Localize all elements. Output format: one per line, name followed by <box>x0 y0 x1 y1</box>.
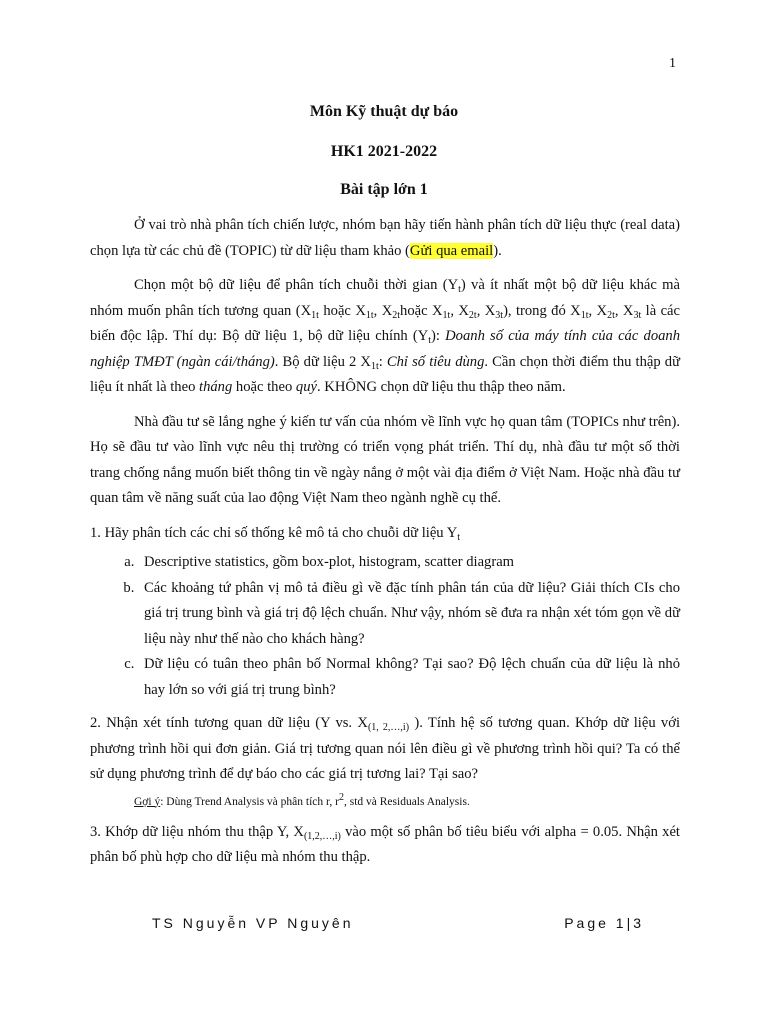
q2-sub: (1, 2,…,i) <box>367 722 410 733</box>
footer-page: Page 1|3 <box>564 915 644 931</box>
p2-x-d: X <box>458 302 469 319</box>
p2-j: . KHÔNG chọn dữ liệu thu thập theo năm. <box>316 379 566 395</box>
p2-x: X <box>355 302 366 319</box>
page-footer <box>152 915 644 931</box>
p2-or: hoặc <box>323 302 351 319</box>
email-highlight: Gửi qua email <box>409 242 494 259</box>
p2-or-b: hoặc <box>400 302 428 319</box>
hint-sup: 2 <box>338 791 344 803</box>
page-number: 1 <box>669 56 676 71</box>
p2-e: ): <box>431 328 446 344</box>
p2-i: hoặc theo <box>232 379 296 395</box>
p2-italic-quarter: quý <box>295 379 317 395</box>
p2-sub-3t-b: 3t <box>633 309 642 321</box>
p2-sub-1t-d: 1t <box>580 309 589 321</box>
p2-sub-1t-b: 1t <box>365 309 374 321</box>
q2-b: ). Tính hệ số tương quan. Khớp dữ liệu với phương trình hồi qui đơn giản. Giá trị tương quan nói lên điều gì về phương trình hồi qui? Ta có thể sử dụng phương trình để dự báo cho các giá trị tương lai? Tại sao? <box>90 715 680 782</box>
p2-sub-1t-c: 1t <box>442 309 451 321</box>
p2-sub-2t-c: 2t <box>607 309 615 321</box>
q3-b: vào một số phân bố tiêu biểu với alpha = 0.05. Nhận xét phân bố phù hợp cho dữ liệu mà nhóm thu thập. <box>90 823 680 865</box>
semester-title: HK1 2021-2022 <box>330 143 438 160</box>
list-item: c. Dữ liệu có tuân theo phân bố Normal không? Tại sao? Độ lệch chuẩn của dữ liệu là nhỏ hay lớn so với giá trị trung bình? <box>138 652 680 703</box>
p2-c: ), trong đó X <box>503 302 581 319</box>
p2-sub-3t: 3t <box>495 309 504 321</box>
footer-author: TS Nguyễn VP Nguyên <box>152 915 354 931</box>
intro-text-end: ). <box>493 242 502 259</box>
hint-label: Gợi ý <box>134 795 161 808</box>
p2-f: . Bộ dữ liệu 2 X <box>274 353 371 370</box>
list-item: a. Descriptive statistics, gồm box-plot, histogram, scatter diagram <box>138 550 680 576</box>
hint-line <box>134 790 680 814</box>
q1-sub: t <box>457 531 461 543</box>
p2-a: Chọn một bộ dữ liệu để phân tích chuỗi thời gian (Y <box>134 277 459 293</box>
p2-sub-2t: 2t <box>392 309 401 321</box>
hint-a: : Dùng Trend Analysis và phân tích r, r <box>160 795 339 808</box>
q3-a: 3. Khớp dữ liệu nhóm thu thập Y, X <box>90 823 304 840</box>
question-3 <box>90 820 680 871</box>
p2-italic-month: tháng <box>199 379 233 395</box>
list-item: b. Các khoảng tứ phân vị mô tả điều gì về đặc tính phân tán của dữ liệu? Giải thích CIs cho giá trị trung bình và giá trị độ lệch chuẩn. Như vậy, nhóm sẽ đưa ra nhận xét tóm gọn về dữ liệu này như thế nào cho khách hàng? <box>138 576 680 653</box>
p2-sub-1t: 1t <box>311 309 319 321</box>
p2-b: ) và ít nhất một bộ dữ liệu khác mà nhóm muốn phân tích tương quan (X <box>90 277 680 319</box>
p2-italic-example2: Chỉ số tiêu dùng <box>386 353 485 370</box>
p2-x-b: X <box>381 302 393 319</box>
p2-d: là các biến độc lập. Thí dụ: Bộ dữ liệu 1, bộ dữ liệu chính (Y <box>90 302 681 344</box>
p2-sub-2t-b: 2t <box>468 309 477 321</box>
question-1-list <box>90 550 680 703</box>
p2-italic-example1: Doanh số của máy tính của các doanh nghiệp TMĐT (ngàn cái/tháng) <box>90 328 681 370</box>
assignment-title: Bài tập lớn 1 <box>340 181 428 198</box>
p2-x-c: X <box>431 302 443 319</box>
hint-b: , std và Residuals Analysis. <box>343 795 470 808</box>
q2-a: 2. Nhận xét tính tương quan dữ liệu (Y vs. X <box>90 715 368 731</box>
p2-sub-t: t <box>458 284 461 295</box>
p2-sub-1t-e: 1t <box>370 360 379 372</box>
q3-sub: (1,2,…,i) <box>303 830 341 842</box>
question-2 <box>90 711 680 788</box>
p2-x-g: X <box>622 302 634 319</box>
dataset-paragraph: Chọn một bộ dữ liệu để phân tích chuỗi thời gian $(Y_t)$ và ít nhất một bộ dữ liệu khác mà nhóm muốn phân tích tương quan ($X_{1t}$ hoặc $X_{1t}$, $X_{2t}hoặc$ $X_{1t}$, $X_{2t}$, $X_{3t}$), trong đó $X_{1t}$, $X_{2t}$, $X_{3t}$ là các biến độc lập. Thí dụ: Bộ dữ liệu 1, bộ dữ liệu chính $(Y_t)$: Doanh số của máy tính của các doanh nghiệp TMĐT (ngàn cái/tháng). Bộ dữ liệu 2 $X_{1t}$: Chỉ số tiêu dùng. Cần chọn thời điểm thu thập dữ liệu ít nhất là theo tháng hoặc theo quý. KHÔNG chọn dữ liệu thu thập theo năm. <box>90 277 681 395</box>
document-body <box>90 213 680 880</box>
p2-x-f: X <box>596 302 608 319</box>
p2-g: : <box>378 353 387 370</box>
p2-sub-t-b: t <box>428 335 432 346</box>
intro-paragraph <box>90 213 680 264</box>
intro-text: Ở vai trò nhà phân tích chiến lược, nhóm bạn hãy tiến hành phân tích dữ liệu thực (real data) chọn lựa từ các chủ đề (TOPIC) từ dữ liệu tham khảo ( <box>90 217 680 259</box>
question-1 <box>90 521 680 547</box>
q1-text: 1. Hãy phân tích các chỉ số thống kê mô tả cho chuỗi dữ liệu Y <box>90 524 458 541</box>
p2-x-e: X <box>484 302 496 319</box>
p2-h: . Cần chọn thời điểm thu thập dữ liệu ít nhất là theo <box>90 353 680 395</box>
course-title: Môn Kỹ thuật dự báo <box>309 103 459 120</box>
investor-paragraph: Nhà đầu tư sẽ lắng nghe ý kiến tư vấn của nhóm về lĩnh vực họ quan tâm (TOPICs như trên). Họ sẽ đầu tư vào lĩnh vực nêu thị trường có triển vọng phát triển. Thí dụ, nhà đầu tư một số thời trang chống nắng muốn biết thông tin về ngày nắng ở một vài địa điểm ở Việt Nam. Hoặc nhà đầu tư quan tâm về năng suất của lao động Việt Nam theo ngành nghề cụ thể. <box>90 413 680 506</box>
